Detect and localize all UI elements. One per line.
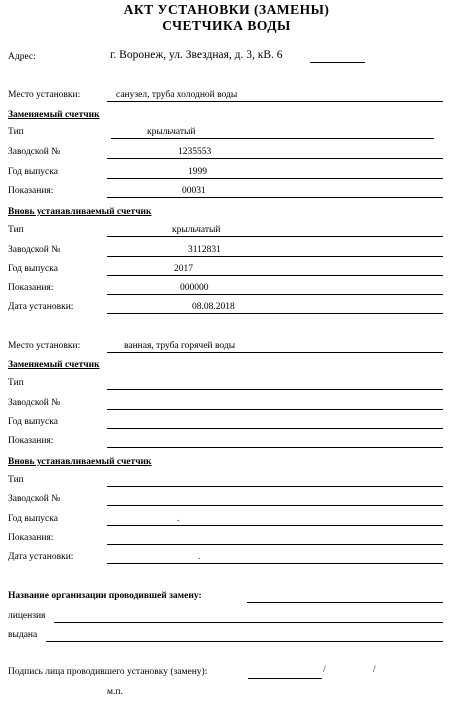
license-label: лицензия: [8, 611, 46, 621]
new-type-label-1: Тип: [8, 225, 24, 235]
new-type-value-1: крыльчатый: [172, 225, 221, 235]
new-serial-line-1: [107, 256, 443, 257]
install-date-label-2: Дата установки:: [8, 552, 74, 562]
address-label: Адрес:: [8, 52, 36, 62]
new-type-line-1: [107, 236, 443, 237]
new-serial-line-2: [107, 505, 443, 506]
new-year-line-2: [107, 525, 443, 526]
new-serial-label-2: Заводской №: [8, 494, 61, 504]
year-line-1: [107, 178, 443, 179]
document-title-line1: АКТ УСТАНОВКИ (ЗАМЕНЫ): [123, 2, 330, 17]
install-date-value-1: 08.08.2018: [192, 302, 235, 312]
serial-value-1: 1235553: [178, 147, 212, 157]
issued-line: [46, 641, 443, 642]
replaced-meter-heading-1: Заменяемый счетчик: [8, 110, 100, 120]
date-mark-2: .: [198, 552, 201, 562]
new-serial-label-1: Заводской №: [8, 245, 61, 255]
new-reading-label-1: Показания:: [8, 283, 54, 293]
organization-line: [247, 602, 443, 603]
serial-line-2: [107, 409, 443, 410]
new-type-label-2: Тип: [8, 475, 24, 485]
new-meter-heading-1: Вновь устанавливаемый счетчик: [8, 207, 152, 217]
type-label-1: Тип: [8, 127, 24, 137]
new-reading-label-2: Показания:: [8, 533, 54, 543]
install-date-label-1: Дата установки:: [8, 302, 74, 312]
type-value-1: крыльчатый: [147, 127, 196, 137]
new-year-line-1: [107, 275, 443, 276]
new-reading-line-2: [107, 544, 443, 545]
reading-label-1: Показания:: [8, 186, 54, 196]
install-date-line-2: [107, 563, 443, 564]
new-year-label-2: Год выпуска: [8, 514, 58, 524]
type-line-1: [111, 138, 434, 139]
location-label-1: Место установки:: [8, 90, 81, 100]
reading-line-1: [107, 197, 443, 198]
install-date-line-1: [107, 313, 443, 314]
issued-label: выдана: [8, 630, 38, 640]
serial-label-1: Заводской №: [8, 147, 61, 157]
year-mark-2: .: [177, 514, 180, 524]
type-line-2: [107, 389, 443, 390]
new-reading-value-1: 000000: [180, 283, 209, 293]
reading-label-2: Показания:: [8, 436, 54, 446]
location-value-1: санузел, труба холодной воды: [116, 90, 238, 100]
type-label-2: Тип: [8, 378, 24, 388]
location-label-2: Место установки:: [8, 341, 81, 351]
signature-line: [248, 678, 322, 679]
location-line-1: [107, 101, 443, 102]
signature-label: Подпись лица проводившего установку (замену):: [8, 667, 208, 677]
address-underline: [310, 62, 365, 63]
new-reading-line-1: [107, 294, 443, 295]
document-title-line2: СЧЕТЧИКА ВОДЫ: [162, 18, 291, 33]
new-year-value-1: 2017: [174, 264, 193, 274]
new-serial-value-1: 3112831: [188, 245, 221, 255]
license-line: [54, 622, 443, 623]
new-type-line-2: [107, 486, 443, 487]
replaced-meter-heading-2: Заменяемый счетчик: [8, 360, 100, 370]
signature-slash-2: /: [373, 665, 376, 675]
organization-label: Название организации проводившей замену:: [8, 591, 202, 601]
year-label-1: Год выпуска: [8, 167, 58, 177]
stamp-place-label: м.п.: [107, 687, 123, 697]
year-label-2: Год выпуска: [8, 417, 58, 427]
reading-line-2: [107, 447, 443, 448]
reading-value-1: 00031: [182, 186, 206, 196]
location-line-2: [107, 352, 443, 353]
signature-slash-1: /: [323, 665, 326, 675]
new-meter-heading-2: Вновь устанавливаемый счетчик: [8, 457, 152, 467]
year-value-1: 1999: [188, 167, 207, 177]
serial-line-1: [107, 158, 443, 159]
address-value: г. Воронеж, ул. Звездная, д. 3, кВ. 6: [110, 49, 283, 61]
year-line-2: [107, 428, 443, 429]
new-year-label-1: Год выпуска: [8, 264, 58, 274]
location-value-2: ванная, труба горячей воды: [124, 341, 236, 351]
serial-label-2: Заводской №: [8, 398, 61, 408]
